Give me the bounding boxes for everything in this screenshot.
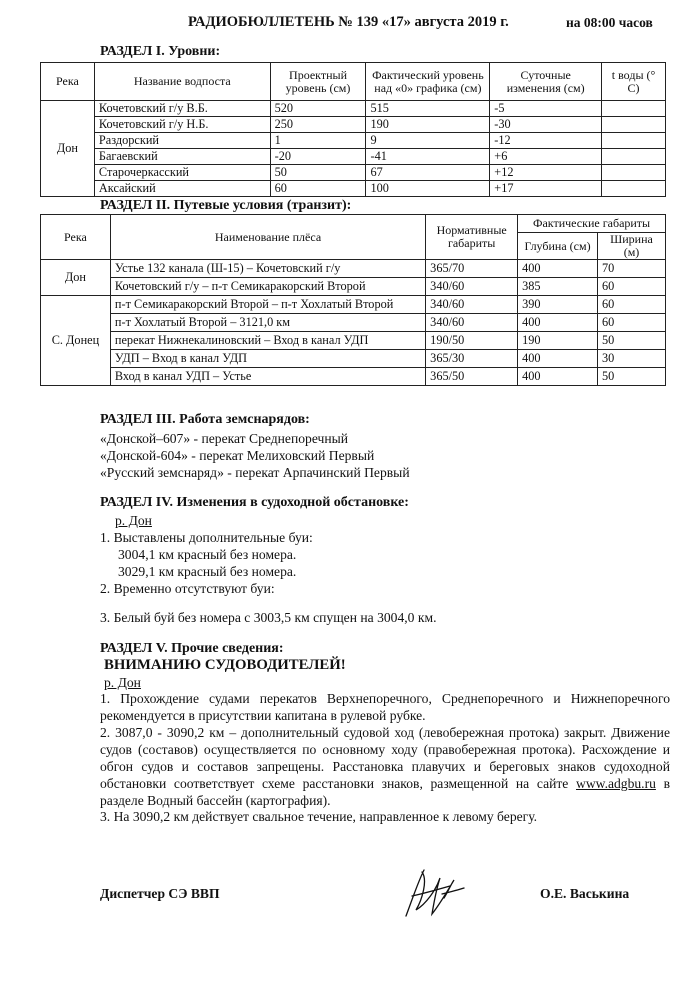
table-row bbox=[41, 332, 666, 350]
change-subitem: 3004,1 км красный без номера. bbox=[118, 547, 297, 562]
actual-width: 60 bbox=[598, 278, 666, 296]
design-level: 60 bbox=[270, 181, 366, 197]
reach-name: Кочетовский г/у – п-т Семикаракорский Второй bbox=[110, 278, 425, 296]
table-row bbox=[41, 181, 666, 197]
reach-name: УДП – Вход в канал УДП bbox=[110, 350, 425, 368]
actual-width: 60 bbox=[598, 296, 666, 314]
change-item: 2. Временно отсутствуют буи: bbox=[100, 581, 275, 596]
normative-dims: 365/30 bbox=[426, 350, 518, 368]
actual-depth: 400 bbox=[518, 368, 598, 386]
notice-item: 3. На 3090,2 км действует свальное течение, направленное к левому берегу. bbox=[100, 809, 538, 824]
col-depth: Глубина (см) bbox=[518, 233, 598, 260]
station-name: Аксайский bbox=[94, 181, 270, 197]
reach-name: п-т Семикаракорский Второй – п-т Хохлатый Второй bbox=[110, 296, 425, 314]
col-actual-level: Фактический уровень над «0» графика (см) bbox=[366, 63, 490, 101]
actual-level: 100 bbox=[366, 181, 490, 197]
daily-change: -12 bbox=[490, 133, 602, 149]
change-item: 3. Белый буй без номера с 3003,5 км спущен на 3004,0 км. bbox=[100, 610, 437, 625]
normative-dims: 340/60 bbox=[426, 296, 518, 314]
section3-heading: РАЗДЕЛ III. Работа земснарядов: bbox=[100, 412, 310, 427]
bulletin-time: на 08:00 часов bbox=[566, 15, 653, 30]
attention-heading: ВНИМАНИЮ СУДОВОДИТЕЛЕЙ! bbox=[104, 657, 346, 673]
dispatcher-role: Диспетчер СЭ ВВП bbox=[100, 886, 220, 901]
actual-width: 70 bbox=[598, 260, 666, 278]
normative-dims: 365/50 bbox=[426, 368, 518, 386]
normative-dims: 340/60 bbox=[426, 278, 518, 296]
actual-depth: 400 bbox=[518, 314, 598, 332]
table-row bbox=[41, 350, 666, 368]
table-row bbox=[41, 314, 666, 332]
actual-depth: 190 bbox=[518, 332, 598, 350]
col-river: Река bbox=[41, 63, 95, 101]
actual-depth: 385 bbox=[518, 278, 598, 296]
water-temp bbox=[602, 133, 666, 149]
table-row bbox=[41, 278, 666, 296]
river-cell: С. Донец bbox=[41, 296, 111, 386]
daily-change: +12 bbox=[490, 165, 602, 181]
table-row bbox=[41, 101, 666, 117]
water-temp bbox=[602, 181, 666, 197]
levels-table bbox=[40, 62, 666, 197]
water-temp bbox=[602, 101, 666, 117]
table-row bbox=[41, 149, 666, 165]
dispatcher-name: О.Е. Васькина bbox=[540, 886, 630, 901]
normative-dims: 190/50 bbox=[426, 332, 518, 350]
reach-name: Устье 132 канала (Ш-15) – Кочетовский г/у bbox=[110, 260, 425, 278]
station-name: Кочетовский г/у Н.Б. bbox=[94, 117, 270, 133]
design-level: 50 bbox=[270, 165, 366, 181]
actual-width: 30 bbox=[598, 350, 666, 368]
actual-width: 50 bbox=[598, 368, 666, 386]
actual-width: 60 bbox=[598, 314, 666, 332]
design-level: -20 bbox=[270, 149, 366, 165]
station-name: Кочетовский г/у В.Б. bbox=[94, 101, 270, 117]
design-level: 250 bbox=[270, 117, 366, 133]
change-subitem: 3029,1 км красный без номера. bbox=[118, 564, 297, 579]
section4-heading: РАЗДЕЛ IV. Изменения в судоходной обстановке: bbox=[100, 495, 409, 510]
transit-table bbox=[40, 214, 666, 386]
table-row bbox=[41, 260, 666, 278]
col-reach: Наименование плёса bbox=[110, 215, 425, 260]
table-row bbox=[41, 368, 666, 386]
table-row bbox=[41, 133, 666, 149]
table-row bbox=[41, 296, 666, 314]
change-item: 1. Выставлены дополнительные буи: bbox=[100, 530, 313, 545]
notice-item bbox=[100, 690, 670, 724]
actual-width: 50 bbox=[598, 332, 666, 350]
station-name: Старочеркасский bbox=[94, 165, 270, 181]
normative-dims: 340/60 bbox=[426, 314, 518, 332]
actual-depth: 400 bbox=[518, 350, 598, 368]
reach-name: п-т Хохлатый Второй – 3121,0 км bbox=[110, 314, 425, 332]
section2-heading: РАЗДЕЛ II. Путевые условия (транзит): bbox=[100, 198, 352, 213]
design-level: 1 bbox=[270, 133, 366, 149]
water-temp bbox=[602, 149, 666, 165]
reach-name: перекат Нижнекалиновский – Вход в канал УДП bbox=[110, 332, 425, 350]
reach-name: Вход в канал УДП – Устье bbox=[110, 368, 425, 386]
col-actual-group: Фактические габариты bbox=[518, 215, 666, 233]
col-water-temp: t воды (° С) bbox=[602, 63, 666, 101]
actual-level: 190 bbox=[366, 117, 490, 133]
normative-dims: 365/70 bbox=[426, 260, 518, 278]
actual-depth: 390 bbox=[518, 296, 598, 314]
river-cell: Дон bbox=[41, 101, 95, 197]
notice-item-text: в разделе Водный бассейн (картография). bbox=[100, 776, 670, 808]
col-station: Название водпоста bbox=[94, 63, 270, 101]
daily-change: -30 bbox=[490, 117, 602, 133]
levels-header-row bbox=[41, 63, 666, 101]
river-label: р. Дон bbox=[104, 675, 141, 690]
section1-heading: РАЗДЕЛ I. Уровни: bbox=[100, 44, 221, 59]
col-normative: Нормативные габариты bbox=[426, 215, 518, 260]
website-link[interactable]: www.adgbu.ru bbox=[576, 776, 656, 791]
dredger-line: «Донской-604» - перекат Мелиховский Первый bbox=[100, 448, 375, 463]
daily-change: +6 bbox=[490, 149, 602, 165]
actual-level: 9 bbox=[366, 133, 490, 149]
actual-level: -41 bbox=[366, 149, 490, 165]
col-design-level: Проектный уровень (см) bbox=[270, 63, 366, 101]
notice-item-text: 2. 3087,0 - 3090,2 км – дополнительный судовой ход (левобережная протока) закрыт. Движение судов (составов) осуществляется по основному ходу (правобережная протока). Расхождение и обгон судов и составов запрещены. Расстановка плавучих и береговых знаков судоходной обстановки соответствует схеме расстановки знаков, размещенной на сайте bbox=[100, 725, 670, 791]
daily-change: +17 bbox=[490, 181, 602, 197]
river-cell: Дон bbox=[41, 260, 111, 296]
signature-scribble bbox=[392, 860, 472, 930]
col-width: Ширина (м) bbox=[598, 233, 666, 260]
actual-depth: 400 bbox=[518, 260, 598, 278]
station-name: Багаевский bbox=[94, 149, 270, 165]
col-river: Река bbox=[41, 215, 111, 260]
water-temp bbox=[602, 165, 666, 181]
table-row bbox=[41, 165, 666, 181]
design-level: 520 bbox=[270, 101, 366, 117]
dredger-line: «Русский земснаряд» - перекат Арпачинский Первый bbox=[100, 465, 410, 480]
daily-change: -5 bbox=[490, 101, 602, 117]
actual-level: 515 bbox=[366, 101, 490, 117]
bulletin-title: РАДИОБЮЛЛЕТЕНЬ № 139 «17» августа 2019 г. bbox=[188, 14, 509, 30]
actual-level: 67 bbox=[366, 165, 490, 181]
water-temp bbox=[602, 117, 666, 133]
notice-item-text: 1. Прохождение судами перекатов Верхнепоречного, Среднепоречного и Нижнепоречного рекомендуется в присутствии капитана в рулевой рубке. bbox=[100, 691, 670, 723]
notice-item bbox=[100, 724, 670, 809]
section5-heading: РАЗДЕЛ V. Прочие сведения: bbox=[100, 641, 284, 656]
dredger-line: «Донской–607» - перекат Среднепоречный bbox=[100, 431, 349, 446]
station-name: Раздорский bbox=[94, 133, 270, 149]
table-row bbox=[41, 117, 666, 133]
col-daily-change: Суточные изменения (см) bbox=[490, 63, 602, 101]
transit-header-row bbox=[41, 215, 666, 233]
river-label: р. Дон bbox=[115, 513, 152, 528]
